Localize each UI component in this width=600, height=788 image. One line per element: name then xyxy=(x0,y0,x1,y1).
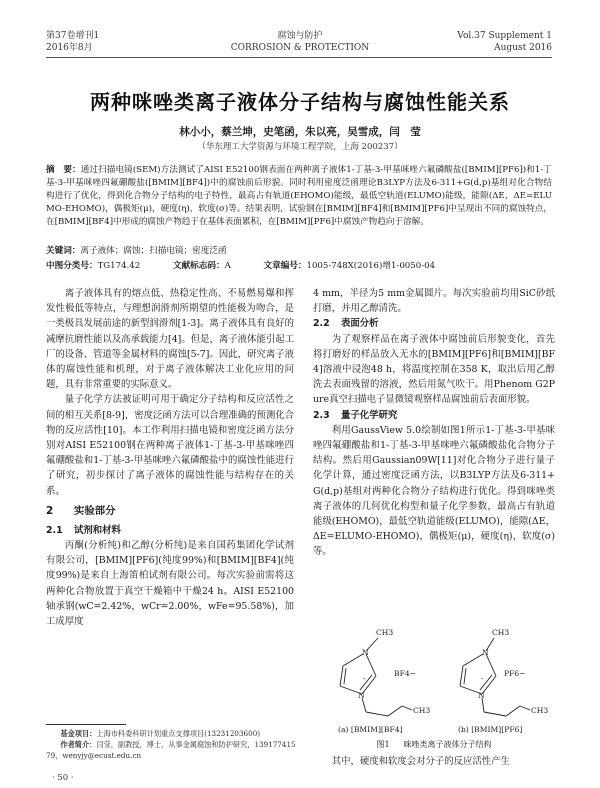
materials-paragraph: 丙酮(分析纯)和乙醇(分析纯)是来自国药集团化学试剂有限公司，[BMIM][PF6](纯度99%)和[BMIM][BF4](纯度99%)是来自上海笛柏试剂有限公司。每次实验前需将这两种化合物放置于真空干燥箱中干燥24 h。AISI E52100轴承钢(wC=2.42%，wCr=2.00%，wFe=95.58%)，加工成厚度 xyxy=(46,540,294,628)
subsection-number: 2.1 xyxy=(46,524,63,536)
affiliation: （华东理工大学资源与环境工程学院，上海 200237） xyxy=(197,142,403,152)
abstract-text: 通过扫描电镜(SEM)方法测试了AISI E52100钢表面在两种离子液体1-丁基-3-甲基咪唑六氟磷酸盐([BMIM][PF6])和1-丁基-3-甲基咪唑四氟硼酸盐([BMIM][BF4])中的腐蚀前后形貌。同时利用密度泛函理论B3LYP方法及6-311+G(d,p)基组对化合物结构进行了优化，得到化合物分子结构的电子特性，最高占有轨道(EHOMO)能级，最低空轨道(ELUMO)能级，能隙(ΔE，ΔE=ELUMO-EHOMO)，偶极矩(μ)，硬度(η)，软度(σ)等。结果表明，试验钢在[BMIM][BF4]和[BMIM][PF6]中呈现出不同的腐蚀特点，在[BMIM][BF4]中形成的腐蚀产物趋于在基体表面累积，在[BMIM][PF6]中腐蚀产物趋向于溶解。 xyxy=(46,165,552,227)
intro-paragraph-1: 离子液体具有的熔点低、热稳定性高、不易燃易爆和挥发性极低等特点，与理想润滑剂所期望的性能极为吻合，是一类极具发展前途的新型润滑剂[1-3]。离子液体具有良好的减摩抗磨性能以及高承载能力[4]。但是，离子液体能引起工厂的设备、管道等金属材料的腐蚀[5-7]。因此，研究离子液体的腐蚀性能和机理，对于离子液体解决工业化应用的问题，具有非常重要的实际意义。 xyxy=(46,288,294,391)
ring-bond xyxy=(343,654,363,666)
chain-bond xyxy=(520,706,530,710)
funding-label: 基金项目： xyxy=(60,729,97,738)
charge-sign: - xyxy=(481,674,484,683)
volume-issue: 第37卷增刊1 xyxy=(46,31,100,41)
figure-1-structures xyxy=(318,624,558,736)
ring-bond xyxy=(460,666,463,686)
clc-label: 中图分类号： xyxy=(46,261,98,271)
paper-title: 两种咪唑类离子液体分子结构与腐蚀性能关系 xyxy=(90,90,510,114)
article-label: 文章编号： xyxy=(263,261,307,271)
chain-bond xyxy=(366,712,388,716)
methyl-label-a: CH3 xyxy=(376,628,394,637)
intro-paragraph-2: 量子化学方法被证明可用于确定分子结构和反应活性之间的相互关系[8-9]，密度泛函方法可以合理准确的预测化合物的反应活性[10]。本工作利用扫描电镜和密度泛函方法分别对AISI E52100钢在两种离子液体1-丁基-3-甲基咪唑四氟硼酸盐和1-丁基-3-甲基咪唑六氟磷酸盐中的腐蚀性能进行了研究，初步探讨了离子液体的腐蚀性能与结构存在的关系。 xyxy=(46,394,294,497)
article-meta xyxy=(46,260,552,273)
issue-date-en: August 2016 xyxy=(494,43,552,53)
figure-caption-text: 咪唑类离子液体分子结构 xyxy=(403,740,492,749)
article-id xyxy=(264,260,436,273)
left-column xyxy=(46,286,294,718)
volume-issue-en: Vol.37 Supplement 1 xyxy=(457,31,552,41)
anion-label-a: BF4− xyxy=(394,669,417,678)
subsection-number: 2.3 xyxy=(313,409,330,421)
figure-caption xyxy=(313,739,555,750)
quantum-chem-paragraph: 利用GaussView 5.0绘制如图1所示1-丁基-3-甲基咪唑四氟硼酸盐和1-丁基-3-甲基咪唑六氟磷酸盐化合物分子结构。然后用Gaussian09W[11]对化合物分子进行量子化学计算，通过密度泛函方法，以B3LYP方法及6-311+G(d,p)基组对两种化合物分子结构进行优化。得到咪唑类离子液体的几何优化构型和量子化学参数，最高占有轨道能级(EHOMO)，最低空轨道能级(ELUMO)，能隙(ΔE，ΔE=ELUMO-EHOMO)，偶极矩(μ)，硬度(η)，软度(σ)等。 xyxy=(313,424,555,558)
post-figure-line: 其中，硬度和软度会对分子的反应活性产生 xyxy=(331,756,510,767)
chain-bond xyxy=(482,698,484,712)
abstract-label: 摘 要： xyxy=(46,165,81,175)
journal-name-en: CORROSION & PROTECTION xyxy=(230,43,370,53)
nitrogen-atom: N xyxy=(482,648,489,657)
keywords xyxy=(46,245,227,258)
ring-bond xyxy=(366,654,376,676)
section-heading-2 xyxy=(46,504,294,519)
funding-text: 上海市科委科研计划重点支撑项目(13231203600) xyxy=(96,729,261,738)
subsection-title: 试剂和材料 xyxy=(74,524,121,536)
terminal-methyl-b: CH3 xyxy=(531,706,549,715)
subsection-title: 表面分析 xyxy=(341,318,379,330)
chain-bond xyxy=(484,712,506,716)
subsection-number: 2.2 xyxy=(313,318,330,330)
author-note-label: 作者简介： xyxy=(60,740,97,749)
nitrogen-atom: N xyxy=(478,691,485,700)
funding-note xyxy=(46,728,296,739)
chain-bond xyxy=(388,706,402,716)
chain-bond xyxy=(362,698,366,712)
ring-double-bond xyxy=(360,675,372,690)
ring-bond xyxy=(486,654,496,676)
structure-a-label: (a) [BMIM][BF4] xyxy=(338,725,403,734)
chain-bond xyxy=(506,706,520,716)
section-title: 实验部分 xyxy=(74,504,116,517)
document-code xyxy=(173,260,231,273)
ring-bond xyxy=(463,654,483,666)
subsection-heading-2-2 xyxy=(313,316,555,331)
header-center xyxy=(200,30,400,54)
author-note xyxy=(46,739,296,761)
keywords-label: 关键词： xyxy=(46,246,81,256)
footnotes xyxy=(46,728,296,761)
charge-sign: - xyxy=(363,674,366,683)
methyl-label-b: CH3 xyxy=(492,628,510,637)
author-note-text: 闫莹，副教授，博士，从事金属腐蚀和防护研究，13917741579，wenyjy@ecust.edu.cn xyxy=(46,740,296,760)
journal-name-cn: 腐蚀与防护 xyxy=(277,31,323,41)
subsection-heading-2-3 xyxy=(313,408,555,423)
clc-value: TG174.42 xyxy=(97,261,141,271)
abstract xyxy=(46,164,552,229)
ring-double-bond xyxy=(344,668,346,684)
structure-b-label: (b) [BMIM][PF6] xyxy=(458,725,523,734)
subsection-title: 量子化学研究 xyxy=(341,409,398,421)
ring-double-bond xyxy=(464,668,466,684)
doc-label: 文献标志码： xyxy=(172,261,225,271)
authors: 林小小，蔡兰坤，史笔函，朱以亮，吴雪成，闫 莹 xyxy=(179,126,421,138)
subsection-heading-2-1 xyxy=(46,523,294,538)
ring-bond xyxy=(340,666,343,686)
footnote-rule xyxy=(46,724,126,725)
right-column xyxy=(313,286,555,620)
post-figure-text xyxy=(313,755,555,769)
nitrogen-atom: N xyxy=(362,648,369,657)
materials-continued: 4 mm，半径为5 mm金属圆片。每次实验前均用SiC砂纸打磨，并用乙醇清洗。 xyxy=(313,288,555,315)
issue-date: 2016年8月 xyxy=(46,43,93,53)
article-value: 1005-748X(2016)增1-0050-04 xyxy=(306,261,436,271)
keywords-text: 离子液体；腐蚀；扫描电镜；密度泛函 xyxy=(80,246,227,256)
doc-value: A xyxy=(224,261,231,271)
header-rule xyxy=(46,57,552,58)
page-number: · 50 · xyxy=(52,773,74,783)
surface-analysis-paragraph: 为了观察样品在离子液体中腐蚀前后形貌变化，首先将打磨好的样品放入无水的[BMIM][PF6]和[BMIM][BF4]溶液中浸泡48 h，将温度控制在358 K，取出后用乙醇洗去表面残留的溶液，然后用氮气吹干。用Phenom G2Pure真空扫描电子显微镜观察样品腐蚀前后表面形貌。 xyxy=(313,333,555,406)
header-left xyxy=(46,30,99,54)
figure-number: 图1 xyxy=(376,740,390,749)
section-number: 2 xyxy=(46,504,54,517)
header-right xyxy=(457,30,552,54)
nitrogen-atom: N xyxy=(358,691,365,700)
clc-number xyxy=(46,260,140,273)
terminal-methyl-a: CH3 xyxy=(413,706,431,715)
chain-bond xyxy=(402,706,412,710)
anion-label-b: PF6− xyxy=(504,669,526,678)
